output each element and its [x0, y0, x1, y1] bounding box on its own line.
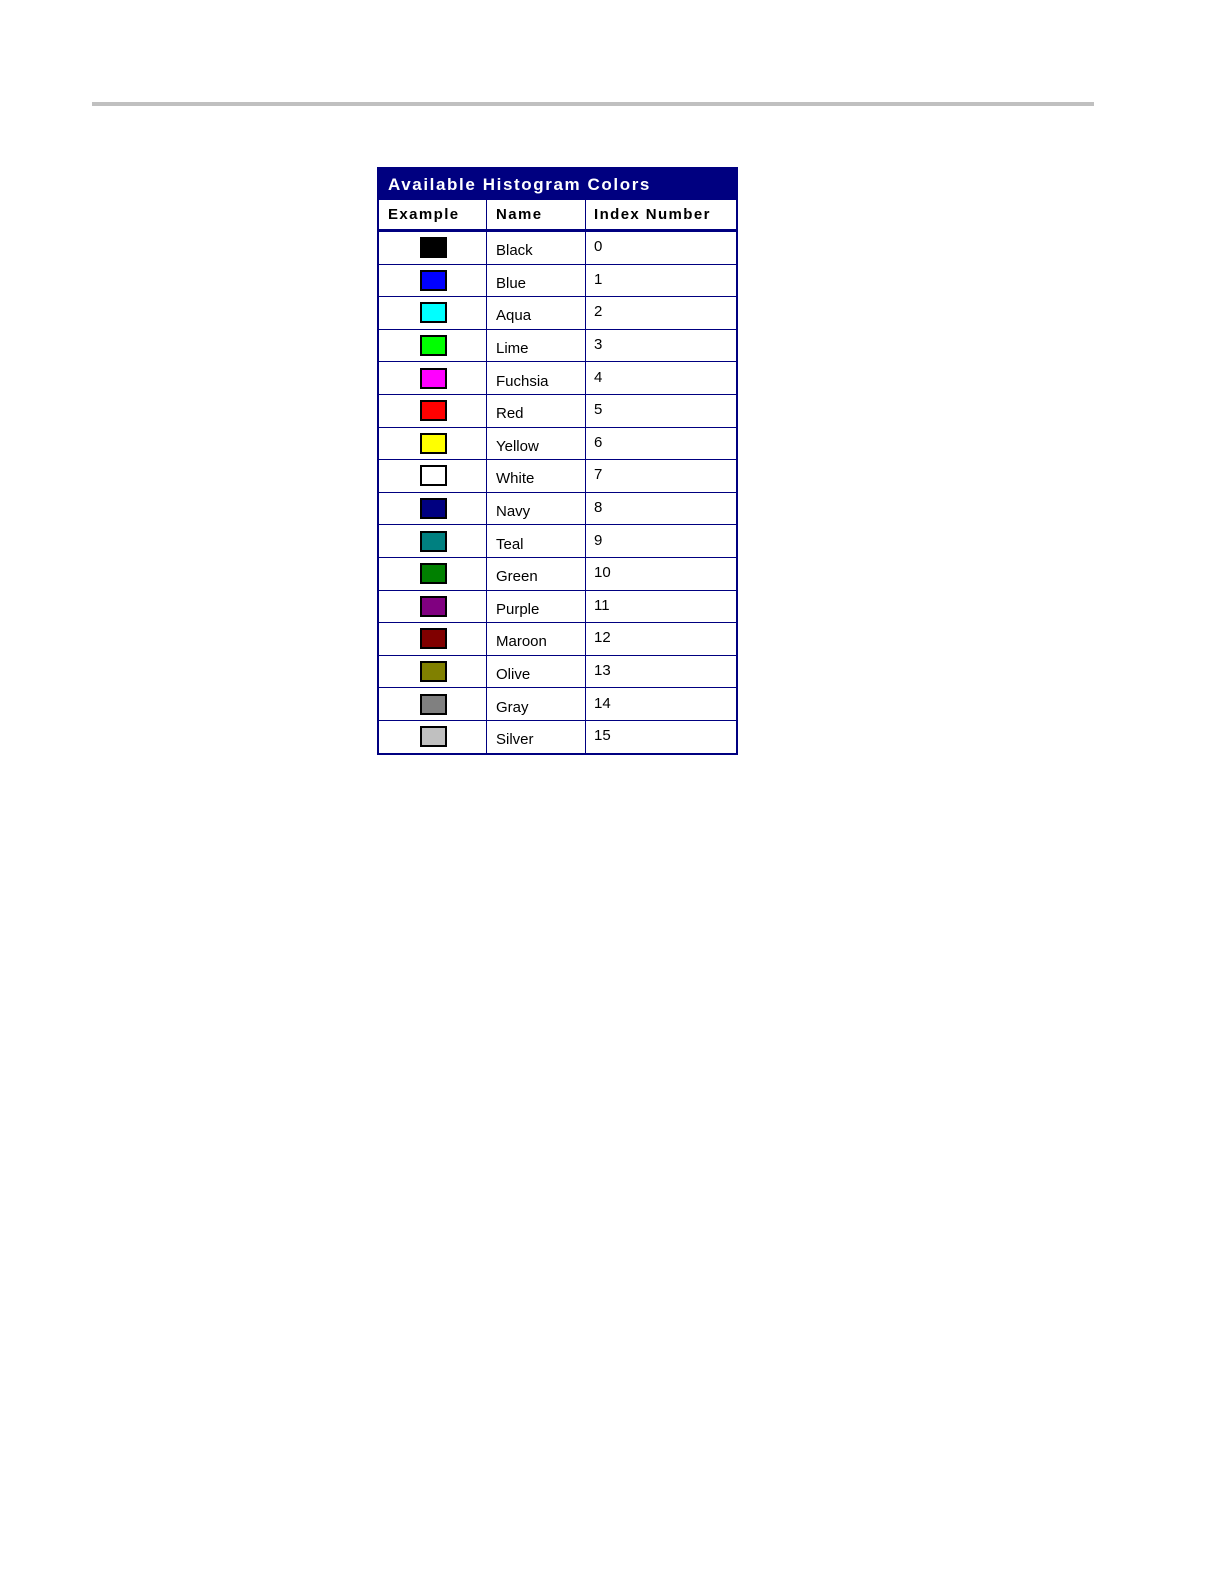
table-row — [379, 622, 736, 655]
color-name-cell: Black — [487, 232, 586, 264]
color-swatch — [420, 433, 447, 454]
example-cell — [379, 330, 487, 362]
color-swatch — [420, 400, 447, 421]
example-cell — [379, 362, 487, 394]
index-number-cell: 13 — [594, 662, 611, 680]
table-header-row — [379, 200, 736, 231]
example-cell — [379, 721, 487, 753]
table-title: Available Histogram Colors — [379, 169, 736, 200]
index-number-cell: 5 — [594, 401, 603, 419]
index-number-cell: 3 — [594, 336, 603, 354]
color-swatch — [420, 628, 447, 649]
index-number-cell: 4 — [594, 368, 603, 386]
index-number-cell: 2 — [594, 303, 603, 321]
color-swatch — [420, 498, 447, 519]
index-number-cell: 12 — [594, 629, 611, 647]
example-cell — [379, 688, 487, 720]
table-row — [379, 231, 736, 264]
example-cell — [379, 493, 487, 525]
index-number-cell: 9 — [594, 531, 603, 549]
example-cell — [379, 591, 487, 623]
color-swatch — [420, 661, 447, 682]
header-rule — [92, 102, 1094, 106]
table-row — [379, 492, 736, 525]
table-row — [379, 361, 736, 394]
index-number-cell: 10 — [594, 564, 611, 582]
table-row — [379, 329, 736, 362]
color-name-cell: Purple — [487, 591, 586, 623]
color-name-cell: Lime — [487, 330, 586, 362]
color-name-cell: Fuchsia — [487, 362, 586, 394]
color-swatch — [420, 270, 447, 291]
color-name-cell: Navy — [487, 493, 586, 525]
header-index-number: Index Number — [594, 206, 711, 223]
color-swatch — [420, 335, 447, 356]
header-example: Example — [379, 200, 487, 229]
index-number-cell: 15 — [594, 727, 611, 745]
example-cell — [379, 265, 487, 297]
color-name-cell: White — [487, 460, 586, 492]
table-row — [379, 590, 736, 623]
example-cell — [379, 232, 487, 264]
color-swatch — [420, 726, 447, 747]
table-row — [379, 524, 736, 557]
color-name-cell: Green — [487, 558, 586, 590]
histogram-colors-table — [377, 167, 738, 755]
example-cell — [379, 297, 487, 329]
index-number-cell: 1 — [594, 270, 603, 288]
example-cell — [379, 395, 487, 427]
table-row — [379, 655, 736, 688]
table-row — [379, 427, 736, 460]
color-name-cell: Blue — [487, 265, 586, 297]
index-number-cell: 0 — [594, 238, 603, 256]
table-row — [379, 296, 736, 329]
index-number-cell: 11 — [594, 596, 610, 614]
header-name: Name — [487, 200, 586, 229]
table-body — [379, 231, 736, 753]
table-row — [379, 687, 736, 720]
color-swatch — [420, 237, 447, 258]
color-swatch — [420, 596, 447, 617]
color-swatch — [420, 531, 447, 552]
example-cell — [379, 656, 487, 688]
color-swatch — [420, 302, 447, 323]
example-cell — [379, 525, 487, 557]
color-name-cell: Olive — [487, 656, 586, 688]
example-cell — [379, 623, 487, 655]
color-name-cell: Silver — [487, 721, 586, 753]
index-number-cell: 14 — [594, 694, 611, 712]
table-row — [379, 557, 736, 590]
index-number-cell: 7 — [594, 466, 603, 484]
example-cell — [379, 558, 487, 590]
color-name-cell: Teal — [487, 525, 586, 557]
color-name-cell: Gray — [487, 688, 586, 720]
table-row — [379, 720, 736, 753]
index-number-cell: 8 — [594, 499, 603, 517]
table-row — [379, 459, 736, 492]
color-swatch — [420, 465, 447, 486]
color-swatch — [420, 694, 447, 715]
color-swatch — [420, 368, 447, 389]
color-swatch — [420, 563, 447, 584]
color-name-cell: Red — [487, 395, 586, 427]
example-cell — [379, 428, 487, 460]
index-number-cell: 6 — [594, 433, 603, 451]
color-name-cell: Aqua — [487, 297, 586, 329]
color-name-cell: Maroon — [487, 623, 586, 655]
color-name-cell: Yellow — [487, 428, 586, 460]
table-row — [379, 264, 736, 297]
example-cell — [379, 460, 487, 492]
table-row — [379, 394, 736, 427]
